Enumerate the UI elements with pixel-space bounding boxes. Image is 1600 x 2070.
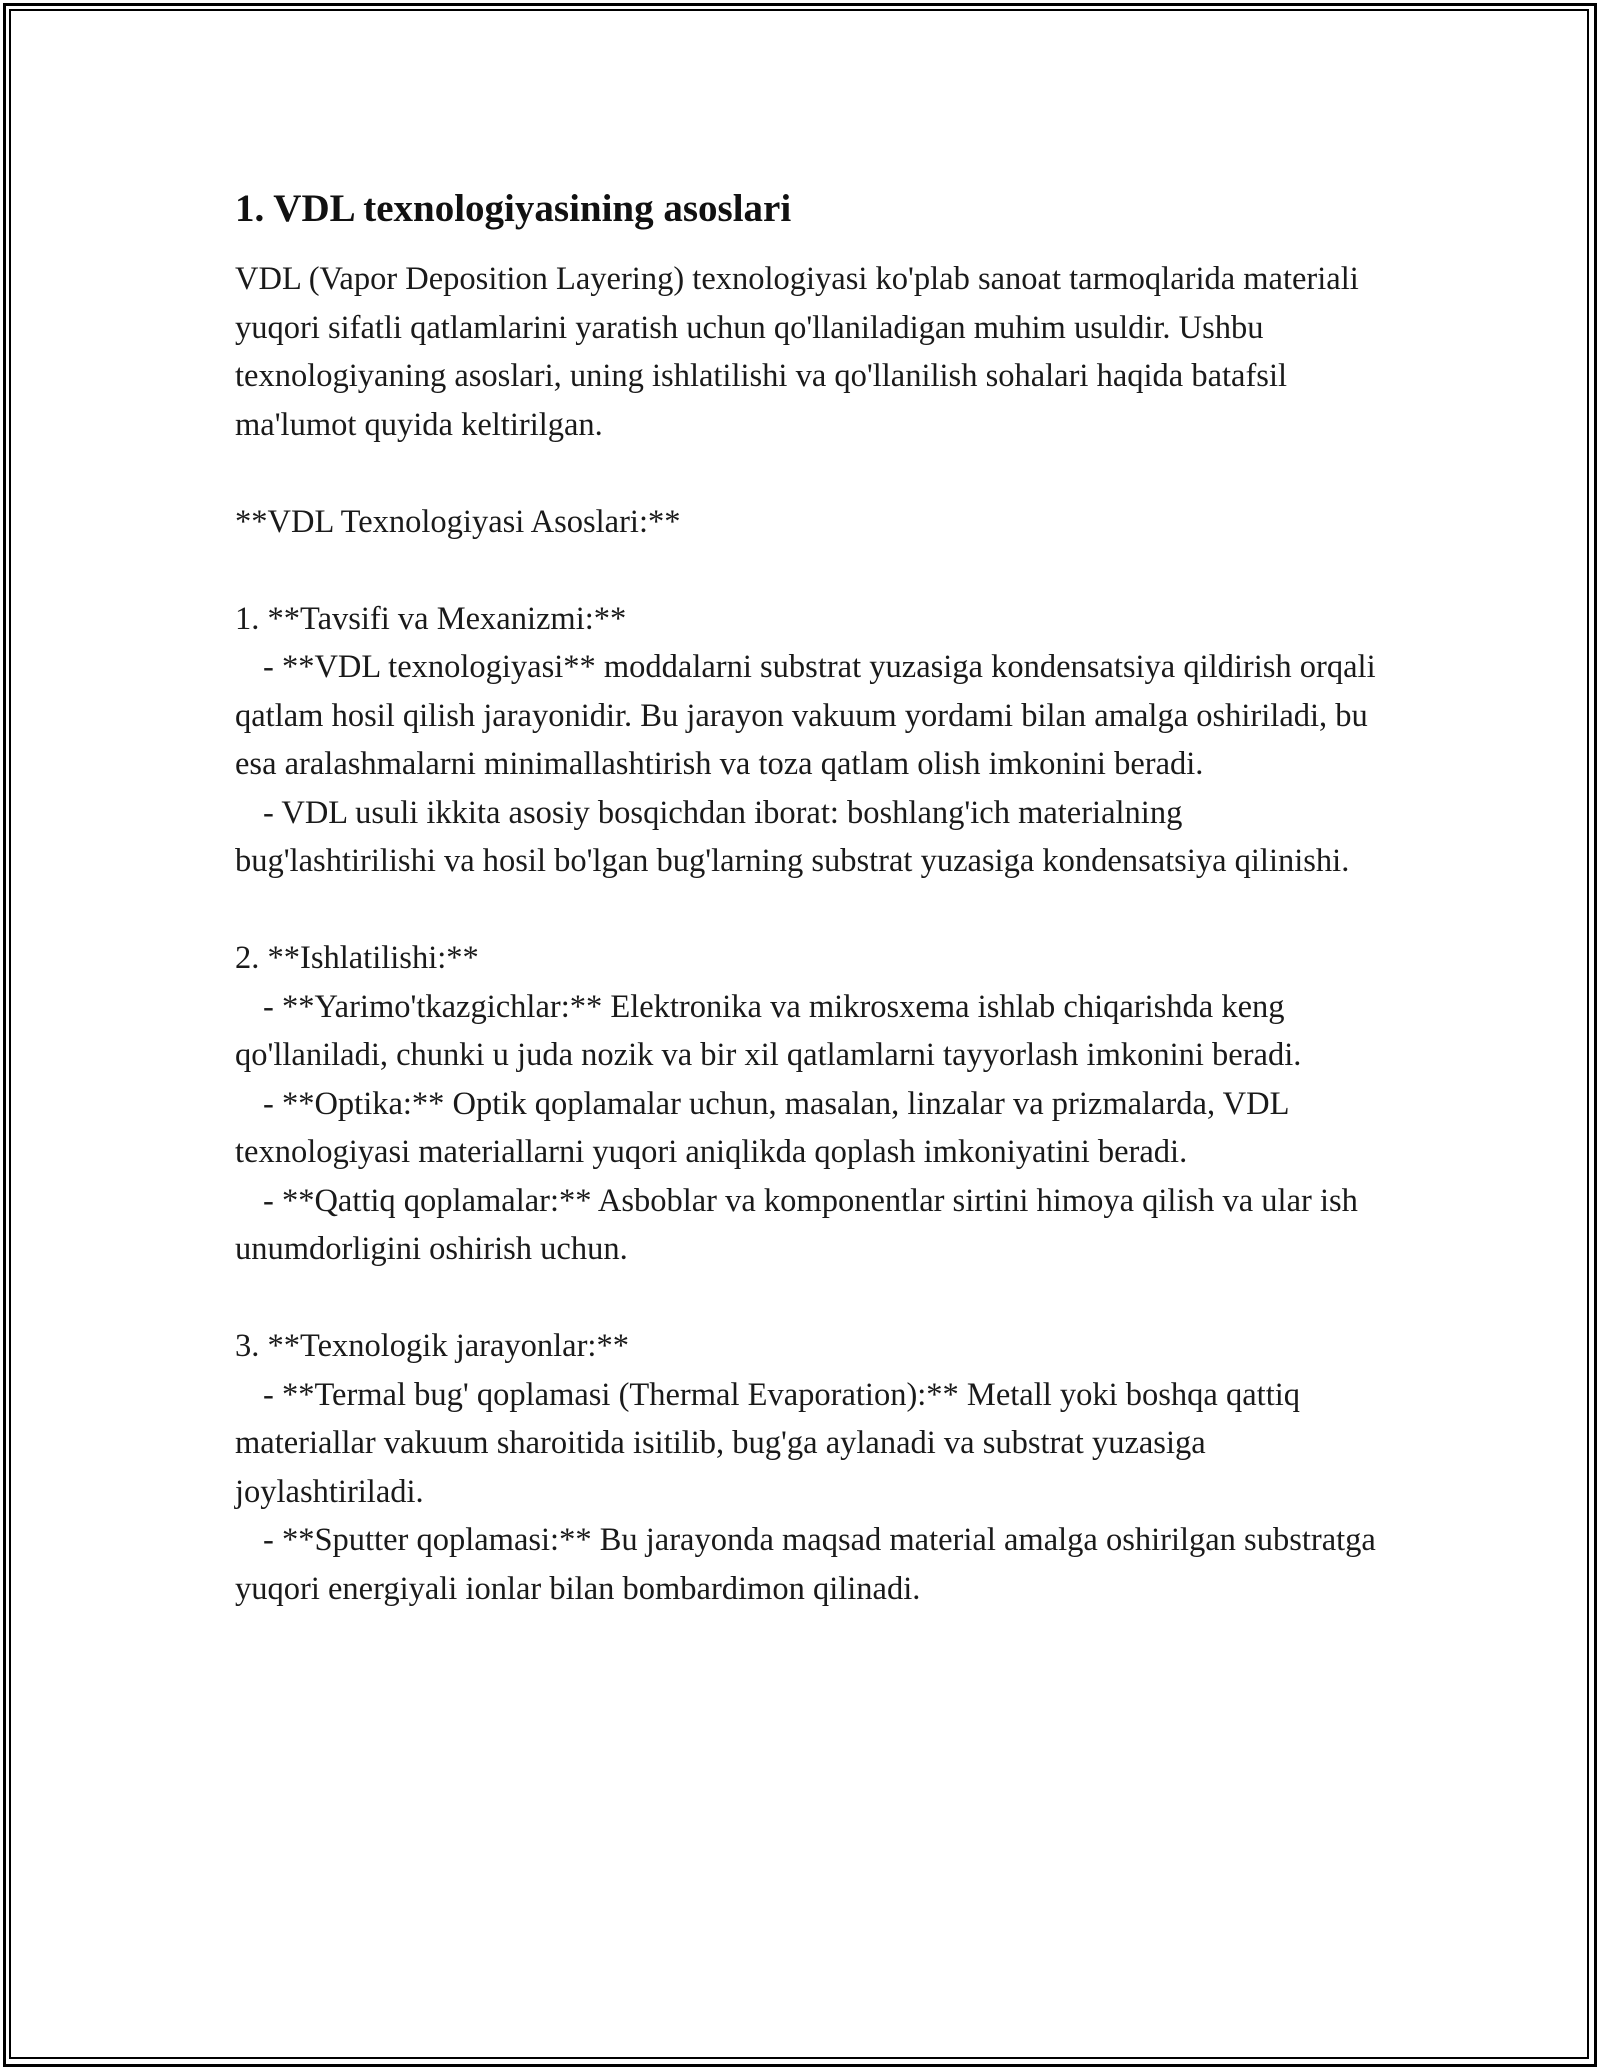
spacer (235, 546, 1385, 595)
subheading: **VDL Texnologiyasi Asoslari:** (235, 503, 681, 540)
intro-paragraph: VDL (Vapor Deposition Layering) texnologiyasi ko'plab sanoat tarmoqlarida materiali yuqori sifatli qatlamlarini yaratish uchun qo'llaniladigan muhim usuldir. Ushbu texnologiyaning asoslari, uning ishlatilishi va qo'llanilish sohalari haqida batafsil ma'lumot quyida keltirilgan. (235, 261, 1359, 443)
section-title: 1. **Tavsifi va Mexanizmi:** (235, 600, 627, 637)
section-heading: 1. VDL texnologiyasining asoslari (235, 187, 792, 230)
bullet-item: - **Qattiq qoplamalar:** Asboblar va komponentlar sirtini himoya qilish va ular ish unumdorligini oshirish uchun. (235, 1182, 1358, 1267)
spacer (235, 886, 1385, 935)
section-1 (235, 595, 1385, 886)
spacer (235, 1274, 1385, 1323)
section-3 (235, 1322, 1385, 1613)
section-title: 2. **Ishlatilishi:** (235, 940, 479, 976)
bullet-item: - **VDL texnologiyasi** moddalarni substrat yuzasiga kondensatsiya qildirish orqali qatlam hosil qilish jarayonidir. Bu jarayon vakuum yordami bilan amalga oshiriladi, bu esa aralashmalarni minimallashtirish va toza qatlam olish imkonini beradi. (235, 649, 1376, 782)
bullet-item: - VDL usuli ikkita asosiy bosqichdan iborat: boshlang'ich materialning bug'lashtirilishi va hosil bo'lgan bug'larning substrat yuzasiga kondensatsiya qilinishi. (235, 794, 1350, 879)
bullet-item: - **Termal bug' qoplamasi (Thermal Evaporation):** Metall yoki boshqa qattiq materiallar vakuum sharoitida isitilib, bug'ga aylanadi va substrat yuzasiga joylashtiriladi. (235, 1376, 1301, 1510)
spacer (235, 449, 1385, 498)
document-body (235, 185, 1385, 1613)
bullet-item: - **Optika:** Optik qoplamalar uchun, masalan, linzalar va prizmalarda, VDL texnologiyasi materiallarni yuqori aniqlikda qoplash imkoniyatini beradi. (235, 1085, 1289, 1170)
bullet-item: - **Sputter qoplamasi:** Bu jarayonda maqsad material amalga oshirilgan substratga yuqori energiyali ionlar bilan bombardimon qilinadi. (235, 1522, 1376, 1607)
bullet-item: - **Yarimo'tkazgichlar:** Elektronika va mikrosxema ishlab chiqarishda keng qo'llaniladi, chunki u juda nozik va bir xil qatlamlarni tayyorlash imkonini beradi. (235, 988, 1302, 1073)
section-2 (235, 934, 1385, 1274)
section-title: 3. **Texnologik jarayonlar:** (235, 1328, 629, 1364)
